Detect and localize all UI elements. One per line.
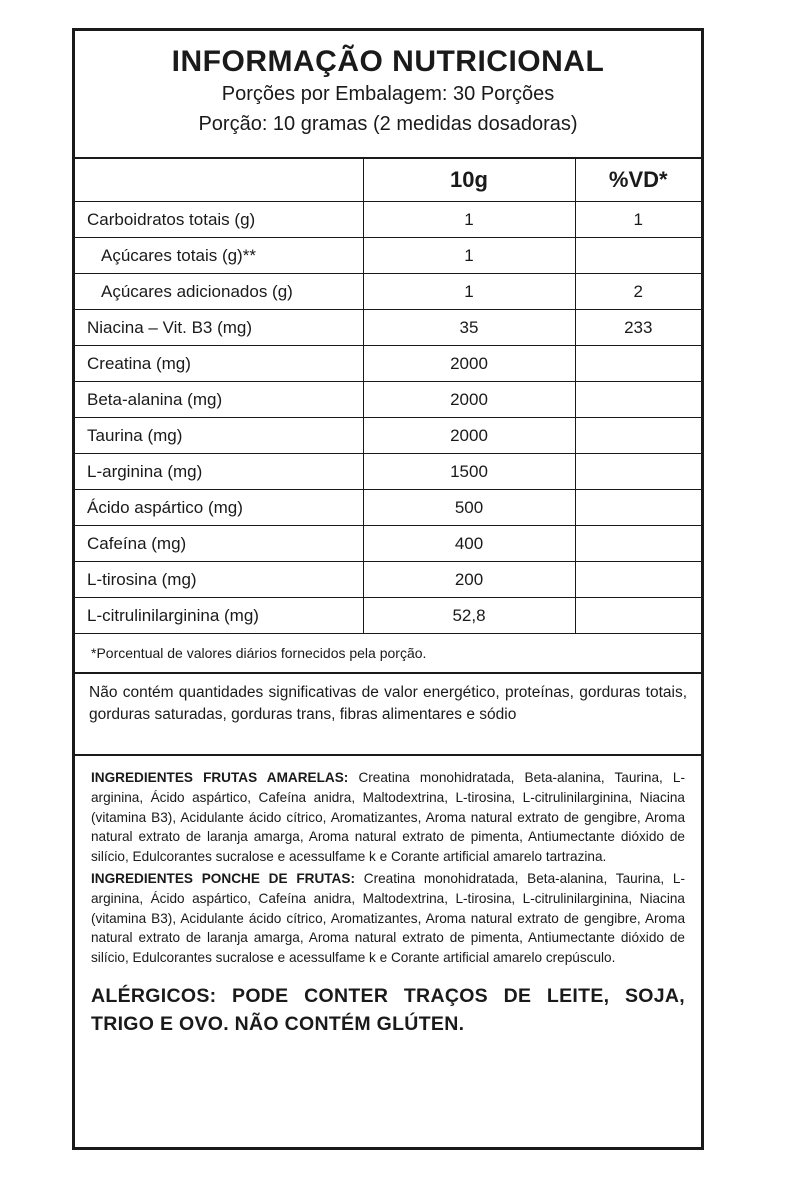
nutrient-dv [575, 490, 701, 526]
table-row [75, 274, 701, 310]
table-row [75, 310, 701, 346]
label-header [75, 31, 701, 159]
table-header-row [75, 159, 701, 202]
table-row [75, 598, 701, 634]
nutrient-name: Taurina (mg) [75, 418, 363, 454]
nutrient-amount: 35 [363, 310, 575, 346]
nutrient-amount: 1 [363, 274, 575, 310]
table-row [75, 418, 701, 454]
column-header-amount: 10g [363, 159, 575, 202]
nutrient-dv [575, 382, 701, 418]
nutrient-name: Cafeína (mg) [75, 526, 363, 562]
servings-per-package: Porções por Embalagem: 30 Porções [221, 83, 555, 105]
table-row [75, 490, 701, 526]
serving-size: Porção: 10 gramas (2 medidas dosadoras) [198, 113, 578, 135]
nutrient-amount: 1 [363, 202, 575, 238]
not-significant-note: Não contém quantidades significativas de valor energético, proteínas, gorduras totais, gorduras saturadas, gorduras trans, fibras alimentares e sódio [75, 674, 701, 756]
table-row [75, 454, 701, 490]
nutrient-dv: 233 [575, 310, 701, 346]
ingredients-heading: INGREDIENTES FRUTAS AMARELAS: [91, 770, 349, 785]
nutrient-amount: 1500 [363, 454, 575, 490]
nutrient-amount: 2000 [363, 382, 575, 418]
nutrient-name: Creatina (mg) [75, 346, 363, 382]
nutrient-name: Açúcares totais (g)** [75, 238, 363, 274]
label-title: INFORMAÇÃO NUTRICIONAL [171, 45, 605, 78]
nutrient-name: Carboidratos totais (g) [75, 202, 363, 238]
column-header-dv: %VD* [575, 159, 701, 202]
nutrient-name: Açúcares adicionados (g) [75, 274, 363, 310]
nutrient-dv [575, 346, 701, 382]
ingredients-text: Creatina monohidratada, Beta-alanina, Taurina, L-arginina, Ácido aspártico, Cafeína anidra, Maltodextrina, L-tirosina, L-citrulinilarginina, Niacina (vitamina B3), Acidulante ácido cítrico, Aromatizantes, Aroma natural extrato de gengibre, Aroma natural extrato de laranja amarga, Aroma natural extrato de pimenta, Antiumectante dióxido de silício, Edulcorantes sucralose e acessulfame k e Corante artificial amarelo crepúsculo. [91, 870, 686, 966]
nutrient-amount: 2000 [363, 346, 575, 382]
nutrient-dv [575, 418, 701, 454]
ingredients-text: Creatina monohidratada, Beta-alanina, Taurina, L-arginina, Ácido aspártico, Cafeína anidra, Maltodextrina, L-tirosina, L-citrulinilarginina, Niacina (vitamina B3), Acidulante ácido cítrico, Aromatizantes, Aroma natural extrato de gengibre, Aroma natural extrato de laranja amarga, Aroma natural extrato de pimenta, Antiumectante dióxido de silício, Edulcorantes sucralose e acessulfame k e Corante artificial amarelo tartrazina. [91, 770, 686, 865]
nutrient-amount: 2000 [363, 418, 575, 454]
nutrient-name: Ácido aspártico (mg) [75, 490, 363, 526]
nutrition-label [72, 28, 704, 1150]
nutrient-name: L-arginina (mg) [75, 454, 363, 490]
ingredients-section [75, 756, 701, 968]
table-row [75, 562, 701, 598]
nutrient-dv [575, 238, 701, 274]
ingredients-yellow-fruits [91, 768, 685, 867]
nutrient-name: L-citrulinilarginina (mg) [75, 598, 363, 634]
column-header-nutrient [75, 159, 363, 202]
table-row [75, 238, 701, 274]
table-row [75, 526, 701, 562]
nutrient-amount: 200 [363, 562, 575, 598]
nutrient-dv [575, 454, 701, 490]
nutrient-dv: 2 [575, 274, 701, 310]
nutrient-amount: 52,8 [363, 598, 575, 634]
nutrient-dv: 1 [575, 202, 701, 238]
dv-footnote: *Porcentual de valores diários fornecidos pela porção. [75, 634, 701, 674]
nutrient-dv [575, 562, 701, 598]
table-row [75, 202, 701, 238]
table-row [75, 382, 701, 418]
nutrient-amount: 1 [363, 238, 575, 274]
nutrient-dv [575, 526, 701, 562]
nutrition-table [75, 159, 701, 634]
ingredients-fruit-punch [91, 869, 685, 968]
allergens-warning: ALÉRGICOS: PODE CONTER TRAÇOS DE LEITE, SOJA, TRIGO E OVO. NÃO CONTÉM GLÚTEN. [91, 984, 685, 1035]
ingredients-heading: INGREDIENTES PONCHE DE FRUTAS: [91, 870, 355, 886]
nutrient-name: Beta-alanina (mg) [75, 382, 363, 418]
nutrient-dv [575, 598, 701, 634]
nutrient-name: L-tirosina (mg) [75, 562, 363, 598]
nutrient-amount: 500 [363, 490, 575, 526]
nutrient-name: Niacina – Vit. B3 (mg) [75, 310, 363, 346]
nutrient-amount: 400 [363, 526, 575, 562]
table-row [75, 346, 701, 382]
